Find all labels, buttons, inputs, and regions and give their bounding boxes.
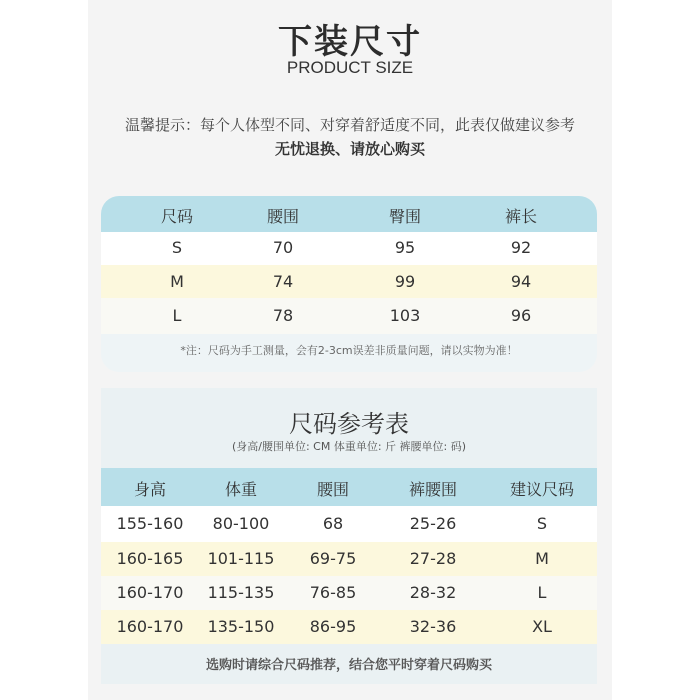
size-table-note: *注：尺码为手工测量，会有2-3cm误差非质量问题，请以实物为准！ [180, 344, 518, 357]
height-cell: 155-160 [116, 514, 184, 533]
reference-table-header [101, 468, 597, 506]
ref-header-weight: 体重 [224, 480, 257, 499]
weight-cell: 80-100 [212, 514, 270, 533]
waist-cell: 69-75 [309, 549, 357, 568]
page-subtitle: PRODUCT SIZE [286, 58, 414, 77]
waist-cell: 78 [272, 306, 294, 325]
size-header-size: 尺码 [160, 207, 193, 226]
waist-cell: 74 [272, 272, 294, 291]
waist-cell: 70 [272, 238, 294, 257]
reference-table-units: (身高/腰围单位: CM 体重单位: 斤 裤腰单位: 码) [231, 440, 467, 453]
reference-table-title: 尺码参考表 [289, 410, 409, 438]
waist-cell: 86-95 [309, 617, 357, 636]
size-cell: L [172, 306, 182, 325]
weight-cell: 135-150 [207, 617, 275, 636]
suggested-size-cell: S [536, 514, 548, 533]
table-row [101, 576, 597, 610]
size-header-hip: 臀围 [388, 207, 421, 226]
height-cell: 160-170 [116, 617, 184, 636]
ref-header-waist: 腰围 [316, 480, 349, 499]
table-row [101, 265, 597, 298]
size-cell: M [170, 272, 184, 291]
table-row [101, 298, 597, 334]
length-cell: 96 [510, 306, 532, 325]
waist-cell: 68 [322, 514, 344, 533]
table-row [101, 542, 597, 576]
weight-cell: 101-115 [207, 549, 275, 568]
hip-cell: 99 [394, 272, 416, 291]
pants-waist-cell: 32-36 [409, 617, 457, 636]
pants-waist-cell: 28-32 [409, 583, 457, 602]
tip-line-1: 温馨提示：每个人体型不同、对穿着舒适度不同，此表仅做建议参考 [124, 116, 575, 134]
tip-line-2: 无忧退换、请放心购买 [274, 140, 425, 158]
size-table [101, 196, 597, 372]
page-title: 下装尺寸 [278, 22, 422, 62]
ref-header-height: 身高 [133, 480, 166, 499]
size-table-header [101, 196, 597, 232]
ref-header-pants-waist: 裤腰围 [408, 480, 457, 499]
suggested-size-cell: XL [532, 617, 552, 636]
suggested-size-cell: L [537, 583, 547, 602]
height-cell: 160-165 [116, 549, 184, 568]
pants-waist-cell: 25-26 [409, 514, 457, 533]
reference-table-footer: 选购时请综合尺码推荐，结合您平时穿着尺码购买 [205, 658, 492, 673]
table-row [101, 506, 597, 542]
table-row [101, 610, 597, 644]
size-chart-page [88, 0, 612, 700]
hip-cell: 95 [394, 238, 416, 257]
size-cell: S [171, 238, 183, 257]
length-cell: 94 [510, 272, 532, 291]
ref-header-suggested-size: 建议尺码 [509, 480, 574, 499]
size-header-length: 裤长 [504, 207, 537, 226]
weight-cell: 115-135 [207, 583, 275, 602]
table-row [101, 232, 597, 265]
size-header-waist: 腰围 [266, 207, 299, 226]
reference-table [101, 388, 597, 684]
hip-cell: 103 [389, 306, 421, 325]
length-cell: 92 [510, 238, 532, 257]
pants-waist-cell: 27-28 [409, 549, 457, 568]
waist-cell: 76-85 [309, 583, 357, 602]
suggested-size-cell: M [535, 549, 549, 568]
height-cell: 160-170 [116, 583, 184, 602]
